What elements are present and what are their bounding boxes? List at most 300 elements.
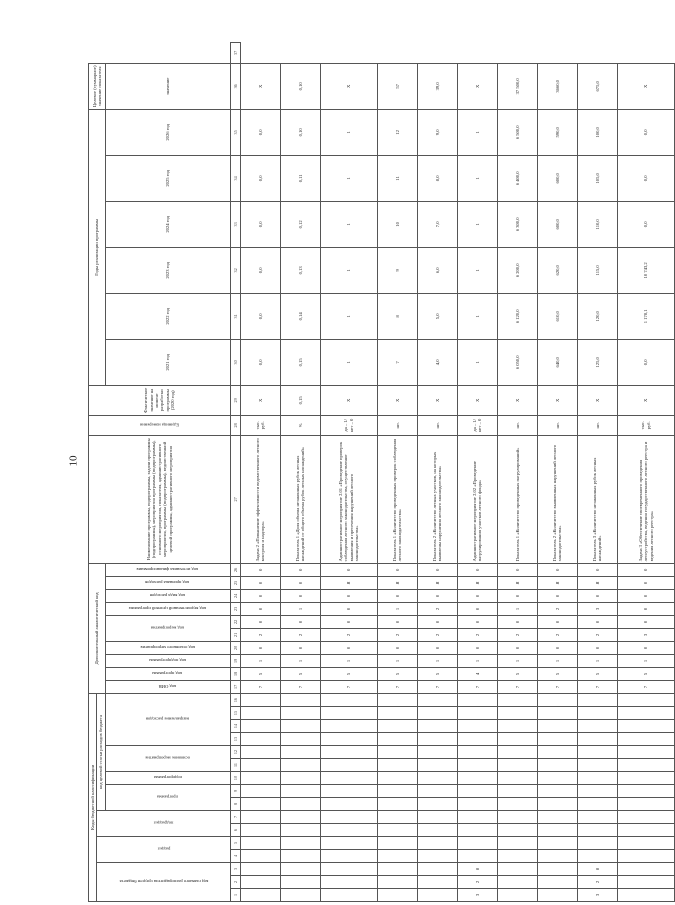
add-col-event: код мероприятия: [105, 615, 230, 641]
budget-classification-header: Коды бюджетной классификации: [89, 693, 97, 901]
code-cell: [577, 759, 617, 772]
code-cell: Я: [417, 576, 457, 589]
code-cell: 0: [497, 563, 537, 576]
code-cell: 7: [497, 680, 537, 693]
row-name: Задача 3 «Обеспечение своевременного проведения лесоустройства, ведения государственного лесного реестра и ведения лесного реестра»: [617, 435, 674, 563]
code-cell: [457, 798, 497, 811]
code-cell: 7: [240, 680, 280, 693]
code-cell: [617, 798, 674, 811]
row-year-value: 1: [320, 247, 377, 293]
add-col-expense-type: код вида расходов: [105, 589, 230, 602]
add-col-subprogram: код подпрограммы: [105, 654, 230, 667]
table-row: [320, 43, 377, 902]
row-year-value: 11: [377, 155, 417, 201]
column-number: 10: [230, 772, 240, 785]
code-cell: [320, 759, 377, 772]
row-fact-value: X: [577, 385, 617, 415]
table-row: [377, 43, 417, 902]
row-year-value: 120,0: [577, 293, 617, 339]
code-cell: [240, 746, 280, 759]
column-number: 14: [230, 720, 240, 733]
code-cell: 1: [377, 654, 417, 667]
code-cell: 0: [457, 563, 497, 576]
unit-column-header: Единица измерения: [89, 415, 231, 435]
code-cell: 7: [280, 680, 320, 693]
code-cell: [537, 876, 577, 889]
code-cell: 0: [377, 589, 417, 602]
code-cell: 0: [497, 641, 537, 654]
code-cell: 0: [457, 641, 497, 654]
code-cell: [320, 811, 377, 824]
code-cell: 1: [417, 654, 457, 667]
row-year-value: 600,0: [537, 155, 577, 201]
code-cell: [417, 772, 457, 785]
code-cell: 0: [377, 615, 417, 628]
column-number: 16: [230, 693, 240, 706]
code-cell: 2: [320, 628, 377, 641]
code-cell: [537, 772, 577, 785]
row-year-value: 0,14: [280, 293, 320, 339]
code-cell: [497, 811, 537, 824]
code-cell: 1: [280, 654, 320, 667]
code-cell: [577, 733, 617, 746]
row-year-value: 110,0: [577, 201, 617, 247]
row-year-value: 1: [320, 339, 377, 385]
column-number: 37: [230, 43, 240, 64]
code-cell: 7: [617, 680, 674, 693]
code-cell: 5: [320, 667, 377, 680]
row-name: Показатель 1 «Количество проведенных проверок соблюдения лесного законодательства»: [377, 435, 417, 563]
code-cell: [280, 746, 320, 759]
code-cell: [617, 850, 674, 863]
column-number: 15: [230, 707, 240, 720]
table-row: [537, 43, 577, 902]
code-cell: [497, 863, 537, 876]
row-year-value: 0,15: [280, 339, 320, 385]
code-cell: Я: [497, 576, 537, 589]
code-cell: [320, 876, 377, 889]
code-cell: [617, 772, 674, 785]
code-cell: 0: [377, 563, 417, 576]
row-target-value: 0,10: [280, 63, 320, 109]
code-cell: [417, 746, 457, 759]
code-cell: 0: [240, 641, 280, 654]
code-cell: 5: [240, 667, 280, 680]
code-cell: 5: [417, 667, 457, 680]
column-number: 11: [230, 759, 240, 772]
code-cell: 5: [537, 667, 577, 680]
code-cell: [320, 720, 377, 733]
row-year-value: 1: [457, 109, 497, 155]
code-cell: [457, 824, 497, 837]
row-year-value: 1: [457, 247, 497, 293]
row-year-value: 1: [457, 201, 497, 247]
code-cell: [240, 720, 280, 733]
row-name: Показатель 2 «Количество лесных участков, на которых выявлены нарушения лесного законодательства»: [417, 435, 457, 563]
code-cell: 0: [320, 602, 377, 615]
row-year-value: 1: [320, 155, 377, 201]
year-2021-header: 2021 год: [105, 339, 230, 385]
code-cell: 2: [377, 628, 417, 641]
budget-col-subsection: подраздел: [97, 811, 230, 837]
code-cell: [617, 733, 674, 746]
code-cell: [617, 811, 674, 824]
code-cell: [417, 707, 457, 720]
add-col-main-event: код основного мероприятия: [105, 641, 230, 654]
column-number: 6: [230, 824, 240, 837]
code-cell: [240, 733, 280, 746]
code-cell: [377, 850, 417, 863]
code-cell: [320, 863, 377, 876]
column-number: 5: [230, 837, 240, 850]
code-cell: 0: [280, 589, 320, 602]
code-cell: 0: [320, 641, 377, 654]
row-year-value: 9: [377, 247, 417, 293]
target-value-header: значение: [105, 63, 230, 109]
row-year-value: 0,0: [240, 201, 280, 247]
row-year-value: 8,0: [417, 155, 457, 201]
code-cell: 1: [240, 654, 280, 667]
code-cell: [377, 693, 417, 706]
column-number: 35: [230, 109, 240, 155]
table-row: [577, 43, 617, 902]
budget-col-subprogram: подпрограмма: [105, 772, 230, 785]
row-name: Задача 2 «Повышение эффективности ведомственного лесного контроля и надзора»: [240, 435, 280, 563]
code-cell: [320, 889, 377, 902]
column-number: 3: [230, 863, 240, 876]
code-cell: [457, 720, 497, 733]
column-number: 20: [230, 641, 240, 654]
name-column-header: Наименование программы, подпрограммы, задачи программы (подпрограммы), мероприятия программы (подпрограммы), основного мероприятия, показателя, административного мероприятия, программы (подпрограммы), ведомственной целевой программы, административного мероприятия: [89, 435, 231, 563]
code-cell: [577, 824, 617, 837]
code-cell: 4: [457, 667, 497, 680]
code-cell: [240, 785, 280, 798]
code-cell: [617, 824, 674, 837]
code-cell: 0: [617, 563, 674, 576]
code-cell: [577, 720, 617, 733]
code-cell: [537, 720, 577, 733]
row-year-value: 6 120,0: [497, 293, 537, 339]
budget-col-grbs: код главного распорядителя средств бюджета: [97, 863, 230, 902]
row-year-value: 1: [320, 201, 377, 247]
table-row: [457, 43, 497, 902]
code-cell: 1: [497, 654, 537, 667]
row-year-value: 115,0: [577, 247, 617, 293]
table-row: [280, 43, 320, 902]
code-cell: [577, 693, 617, 706]
code-cell: 3: [617, 628, 674, 641]
code-cell: [497, 707, 537, 720]
code-cell: [280, 837, 320, 850]
code-cell: 2: [537, 628, 577, 641]
code-cell: [537, 824, 577, 837]
column-number: 7: [230, 811, 240, 824]
code-cell: 3: [577, 602, 617, 615]
code-cell: 1: [457, 654, 497, 667]
column-number: 19: [230, 654, 240, 667]
code-cell: [457, 785, 497, 798]
row-target-value: 3660,0: [537, 63, 577, 109]
row-fact-value: X: [417, 385, 457, 415]
row-year-value: 640,0: [537, 339, 577, 385]
code-cell: [320, 837, 377, 850]
row-year-value: 1: [457, 293, 497, 339]
code-cell: [280, 811, 320, 824]
code-cell: 0: [577, 563, 617, 576]
code-cell: [280, 824, 320, 837]
code-cell: [617, 707, 674, 720]
column-number: 12: [230, 746, 240, 759]
code-cell: [457, 772, 497, 785]
row-year-value: 620,0: [537, 247, 577, 293]
code-cell: [457, 850, 497, 863]
column-number: 31: [230, 293, 240, 339]
row-year-value: 6,0: [417, 247, 457, 293]
code-cell: [320, 798, 377, 811]
code-cell: 1: [577, 654, 617, 667]
row-year-value: 125,0: [577, 339, 617, 385]
row-year-value: 610,0: [537, 293, 577, 339]
code-cell: [577, 746, 617, 759]
code-cell: [497, 798, 537, 811]
code-cell: [417, 720, 457, 733]
row-year-value: 1: [457, 339, 497, 385]
code-cell: [240, 759, 280, 772]
code-cell: 0: [617, 641, 674, 654]
row-year-value: 0,0: [240, 247, 280, 293]
program-indicators-table: [88, 42, 675, 902]
column-number-row: [230, 43, 240, 902]
code-cell: [577, 850, 617, 863]
code-cell: [457, 733, 497, 746]
code-cell: [377, 733, 417, 746]
row-unit: да – 1/ нет – 0: [457, 415, 497, 435]
column-number: 9: [230, 785, 240, 798]
row-fact-value: 0,15: [280, 385, 320, 415]
code-cell: 5: [617, 667, 674, 680]
code-cell: [617, 863, 674, 876]
code-cell: [497, 785, 537, 798]
code-cell: 0: [617, 589, 674, 602]
row-unit: да – 1/ нет – 0: [320, 415, 377, 435]
code-cell: [537, 785, 577, 798]
code-cell: 0: [537, 615, 577, 628]
code-cell: [577, 772, 617, 785]
row-target-value: X: [617, 63, 674, 109]
code-cell: [377, 759, 417, 772]
row-year-value: 1 178,1: [617, 293, 674, 339]
row-year-value: 1: [320, 293, 377, 339]
code-cell: [617, 693, 674, 706]
code-cell: [537, 733, 577, 746]
code-cell: [320, 850, 377, 863]
row-year-value: 12: [377, 109, 417, 155]
column-number: 18: [230, 667, 240, 680]
column-number: 8: [230, 798, 240, 811]
table-row: [240, 43, 280, 902]
code-cell: [280, 798, 320, 811]
code-cell: [280, 889, 320, 902]
code-cell: [417, 876, 457, 889]
code-cell: 0: [577, 589, 617, 602]
row-year-value: 6 300,0: [497, 201, 537, 247]
code-cell: 3: [457, 889, 497, 902]
code-cell: [417, 850, 457, 863]
code-cell: 1: [280, 602, 320, 615]
year-2025-header: 2025 год: [105, 155, 230, 201]
code-cell: 2: [457, 628, 497, 641]
row-fact-value: X: [320, 385, 377, 415]
code-cell: [240, 876, 280, 889]
code-cell: 0: [617, 576, 674, 589]
code-cell: 0: [497, 615, 537, 628]
column-number: 28: [230, 415, 240, 435]
row-unit: %: [280, 415, 320, 435]
code-cell: Я: [577, 576, 617, 589]
row-unit: шт.: [377, 415, 417, 435]
column-number: 2: [230, 876, 240, 889]
code-cell: [497, 876, 537, 889]
row-year-value: 590,0: [537, 109, 577, 155]
row-year-value: 0,0: [617, 155, 674, 201]
row-year-value: 4,0: [417, 339, 457, 385]
row-year-value: 9,0: [417, 109, 457, 155]
add-col-program: код программы: [105, 667, 230, 680]
code-cell: 0: [240, 589, 280, 602]
code-cell: [497, 889, 537, 902]
code-cell: [577, 707, 617, 720]
column-number: 36: [230, 63, 240, 109]
code-cell: 7: [457, 680, 497, 693]
code-cell: [537, 863, 577, 876]
row-year-value: 600,0: [537, 201, 577, 247]
code-cell: [280, 707, 320, 720]
code-cell: 0: [280, 641, 320, 654]
code-cell: [280, 863, 320, 876]
row-year-value: 1: [457, 155, 497, 201]
row-year-value: 1: [320, 109, 377, 155]
row-target-value: 37 500,0: [497, 63, 537, 109]
code-cell: 1: [377, 602, 417, 615]
column-number: 30: [230, 339, 240, 385]
table-row: [497, 43, 537, 902]
budget-col-section: раздел: [97, 837, 230, 863]
code-cell: 0: [320, 615, 377, 628]
code-cell: Я: [377, 576, 417, 589]
code-cell: 0: [457, 589, 497, 602]
column-number: 1: [230, 889, 240, 902]
code-cell: [497, 720, 537, 733]
code-cell: [497, 733, 537, 746]
code-cell: [280, 876, 320, 889]
row-year-value: 0,0: [240, 155, 280, 201]
code-cell: [280, 759, 320, 772]
row-year-value: 0,13: [280, 247, 320, 293]
row-year-value: 10: [377, 201, 417, 247]
row-name: Показатель 1 «Доля объема незаконных рубок лесных насаждений от общего объема рубок лесных насаждений»: [280, 435, 320, 563]
code-cell: 2: [537, 602, 577, 615]
row-target-value: X: [240, 63, 280, 109]
code-cell: 7: [417, 680, 457, 693]
code-cell: [240, 889, 280, 902]
code-cell: [537, 707, 577, 720]
row-year-value: 6 500,0: [497, 109, 537, 155]
code-cell: [320, 733, 377, 746]
row-fact-value: X: [537, 385, 577, 415]
code-cell: 0: [240, 602, 280, 615]
year-2026-header: 2026 год: [105, 109, 230, 155]
header-row-1: [89, 43, 97, 902]
code-cell: Я: [537, 576, 577, 589]
code-cell: [577, 811, 617, 824]
code-cell: 8: [577, 863, 617, 876]
code-cell: 0: [537, 589, 577, 602]
code-cell: 0: [280, 576, 320, 589]
code-cell: [417, 798, 457, 811]
column-number: 32: [230, 247, 240, 293]
code-cell: 0: [240, 563, 280, 576]
code-cell: [617, 837, 674, 850]
row-name: Административное мероприятие 2.02 «Проведение патрулирования участков лесного фонда»: [457, 435, 497, 563]
code-cell: 0: [320, 589, 377, 602]
code-cell: 0: [377, 641, 417, 654]
column-number: 33: [230, 201, 240, 247]
code-cell: [457, 759, 497, 772]
code-cell: [320, 746, 377, 759]
code-cell: 5: [577, 667, 617, 680]
code-cell: [417, 837, 457, 850]
code-cell: 5: [497, 667, 537, 680]
code-cell: [617, 876, 674, 889]
code-cell: [617, 759, 674, 772]
row-year-value: 0,0: [240, 339, 280, 385]
row-year-value: 6 050,0: [497, 339, 537, 385]
code-cell: [320, 693, 377, 706]
plan-years-header: Годы реализации программы: [89, 109, 106, 385]
code-cell: 0: [240, 615, 280, 628]
code-cell: [417, 863, 457, 876]
row-fact-value: X: [617, 385, 674, 415]
code-cell: [457, 811, 497, 824]
code-cell: [240, 811, 280, 824]
row-year-value: 0,0: [617, 109, 674, 155]
fact-column-header: Фактическое значение на момент разработки программы (2020 год): [89, 385, 231, 415]
table-row: [417, 43, 457, 902]
code-cell: 0: [617, 615, 674, 628]
code-cell: 2: [240, 628, 280, 641]
row-fact-value: X: [377, 385, 417, 415]
code-cell: 0: [457, 602, 497, 615]
row-name: Административное мероприятие 2.01 «Проведение проверок соблюдения лесного законодательства, осуществление выявления и пресечения нарушений лесного законодательства»: [320, 435, 377, 563]
code-cell: 0: [320, 563, 377, 576]
code-cell: [577, 785, 617, 798]
target-header: Целевое (суммарное) значение показателя: [89, 63, 106, 109]
add-col-target-program: код ведомственной целевой программы: [105, 602, 230, 615]
year-2024-header: 2024 год: [105, 201, 230, 247]
column-number: 21: [230, 628, 240, 641]
row-year-value: 7: [377, 339, 417, 385]
additional-code-header: Дополнительный аналитический код: [89, 563, 106, 693]
column-number: 34: [230, 155, 240, 201]
code-cell: [240, 850, 280, 863]
row-year-value: 5,0: [417, 293, 457, 339]
row-year-value: 0,12: [280, 201, 320, 247]
code-cell: [497, 772, 537, 785]
code-cell: [377, 746, 417, 759]
column-number: 25: [230, 576, 240, 589]
row-unit: шт.: [577, 415, 617, 435]
code-cell: [417, 811, 457, 824]
